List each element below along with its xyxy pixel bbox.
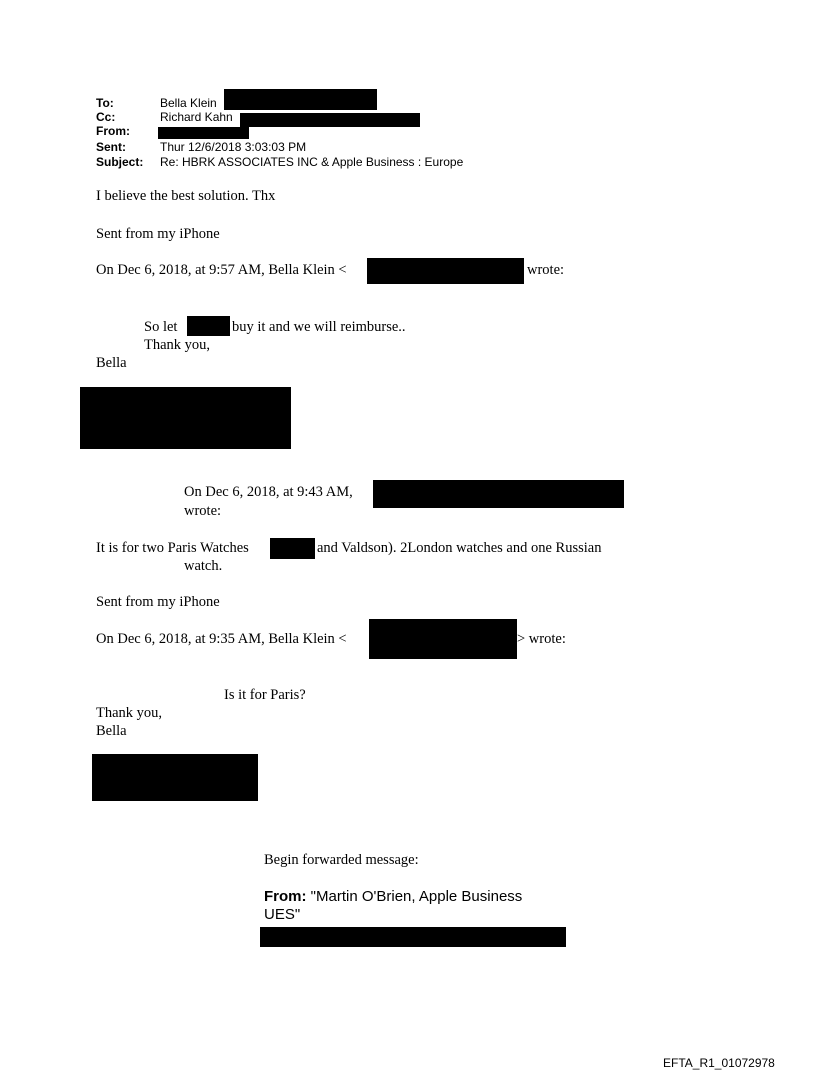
message-2-part-a: It is for two Paris Watches bbox=[96, 540, 249, 556]
quote-header-3-wrote: > wrote: bbox=[517, 631, 566, 647]
redaction-signature-block-1 bbox=[80, 387, 291, 449]
forwarded-heading: Begin forwarded message: bbox=[264, 852, 419, 868]
redaction-bella-email-2 bbox=[369, 619, 517, 659]
to-value: Bella Klein bbox=[160, 96, 217, 110]
cc-value: Richard Kahn bbox=[160, 110, 233, 124]
quote-header-2: On Dec 6, 2018, at 9:43 AM, bbox=[184, 484, 353, 500]
message-2-part-c: watch. bbox=[184, 558, 223, 574]
forwarded-from-value-2: UES" bbox=[264, 906, 301, 923]
sent-from-iphone-1: Sent from my iPhone bbox=[96, 226, 220, 242]
quote-header-1-wrote: wrote: bbox=[527, 262, 565, 278]
redaction-name-2 bbox=[270, 538, 315, 559]
subject-value: Re: HBRK ASSOCIATES INC & Apple Business : Europe bbox=[160, 155, 464, 169]
redaction-to-email bbox=[224, 89, 377, 110]
document-id: EFTA_R1_01072978 bbox=[663, 1056, 775, 1070]
redaction-signature-block-2 bbox=[92, 754, 258, 801]
cc-label: Cc: bbox=[96, 110, 116, 124]
quote-header-1: On Dec 6, 2018, at 9:57 AM, Bella Klein < bbox=[96, 262, 347, 278]
message-3: Is it for Paris? bbox=[224, 687, 306, 703]
quote-header-3: On Dec 6, 2018, at 9:35 AM, Bella Klein < bbox=[96, 631, 347, 647]
message-3-thanks: Thank you, bbox=[96, 705, 163, 721]
redaction-forwarded-email bbox=[260, 927, 566, 947]
redaction-bella-email-1 bbox=[367, 258, 524, 284]
message-1-part-b: buy it and we will reimburse.. bbox=[232, 319, 406, 335]
redaction-from bbox=[158, 127, 249, 139]
message-2-part-b: and Valdson). 2London watches and one Russian bbox=[317, 540, 602, 556]
redaction-cc-email bbox=[240, 113, 420, 127]
message-1-part-a: So let bbox=[144, 319, 178, 335]
redaction-sender-2 bbox=[373, 480, 624, 508]
quote-header-2-wrote: wrote: bbox=[184, 503, 222, 519]
forwarded-from-line bbox=[264, 888, 522, 906]
sent-from-iphone-2: Sent from my iPhone bbox=[96, 594, 220, 610]
forwarded-from-value-1: "Martin O'Brien, Apple Business bbox=[310, 888, 523, 905]
body-line-1: I believe the best solution. Thx bbox=[96, 188, 276, 204]
sent-label: Sent: bbox=[96, 140, 126, 154]
message-1-signature: Bella bbox=[96, 355, 127, 371]
forwarded-from-label: From: bbox=[264, 888, 307, 905]
sent-value: Thur 12/6/2018 3:03:03 PM bbox=[160, 140, 307, 154]
subject-label: Subject: bbox=[96, 155, 144, 169]
message-3-signature: Bella bbox=[96, 723, 127, 739]
to-label: To: bbox=[96, 96, 114, 110]
message-1-thanks: Thank you, bbox=[144, 337, 211, 353]
from-label: From: bbox=[96, 124, 130, 138]
redaction-name-1 bbox=[187, 316, 230, 336]
